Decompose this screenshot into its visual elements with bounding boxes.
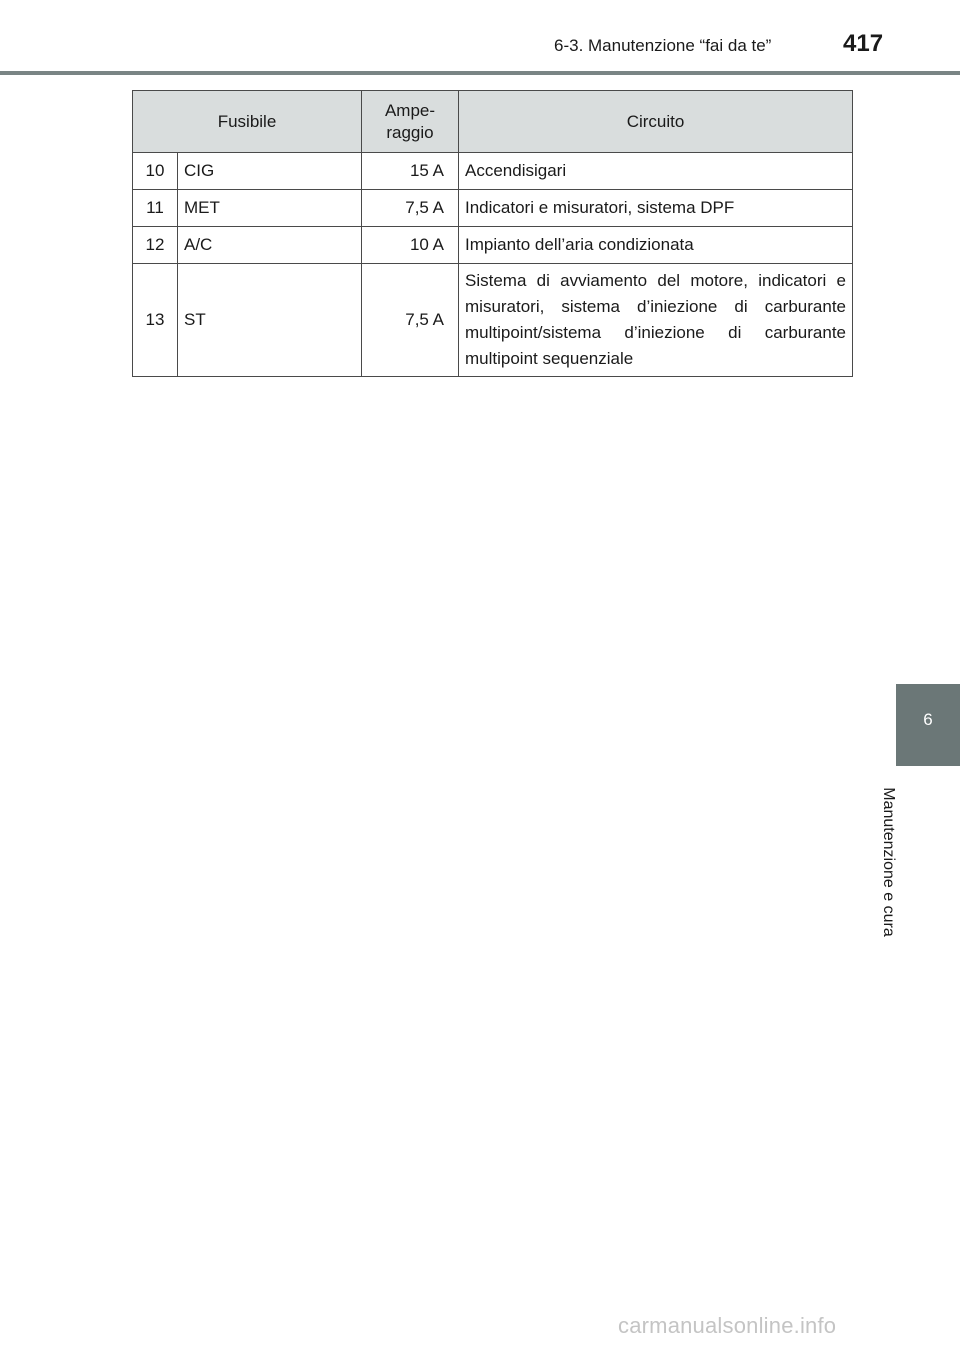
fuse-amperage: 7,5 A [362,264,459,377]
fuse-amperage: 15 A [362,153,459,190]
fuse-circuit: Accendisigari [459,153,853,190]
fuse-name: A/C [178,227,362,264]
fuse-circuit: Impianto dell’aria condizionata [459,227,853,264]
table-row [133,190,853,227]
header-amperage [362,91,459,153]
fuse-circuit: Indicatori e misuratori, sistema DPF [459,190,853,227]
header-fuse: Fusibile [133,91,362,153]
table-row [133,264,853,377]
header-amperage-label: Ampe- raggio [384,100,436,142]
table-header-row [133,91,853,153]
fuse-name: ST [178,264,362,377]
watermark: carmanualsonline.info [618,1313,837,1338]
header-circuit: Circuito [459,91,853,153]
fuse-amperage: 7,5 A [362,190,459,227]
fuse-name: MET [178,190,362,227]
fuse-circuit: Sistema di avviamento del motore, indicatori e misuratori, sistema d’iniezione di carburante multipoint/sistema d’iniezione di carburante multipoint sequenziale [459,264,853,377]
page-number: 417 [843,30,884,57]
table-row [133,227,853,264]
fuse-number: 11 [133,190,178,227]
fuse-table [132,90,853,377]
fuse-number: 13 [133,264,178,377]
fuse-name: CIG [178,153,362,190]
section-title: 6-3. Manutenzione “fai da te” [554,36,772,55]
chapter-tab: 6 [896,684,960,766]
chapter-title: Manutenzione e cura [880,787,897,937]
fuse-amperage: 10 A [362,227,459,264]
header-divider [0,71,960,75]
fuse-number: 10 [133,153,178,190]
table-row [133,153,853,190]
fuse-number: 12 [133,227,178,264]
